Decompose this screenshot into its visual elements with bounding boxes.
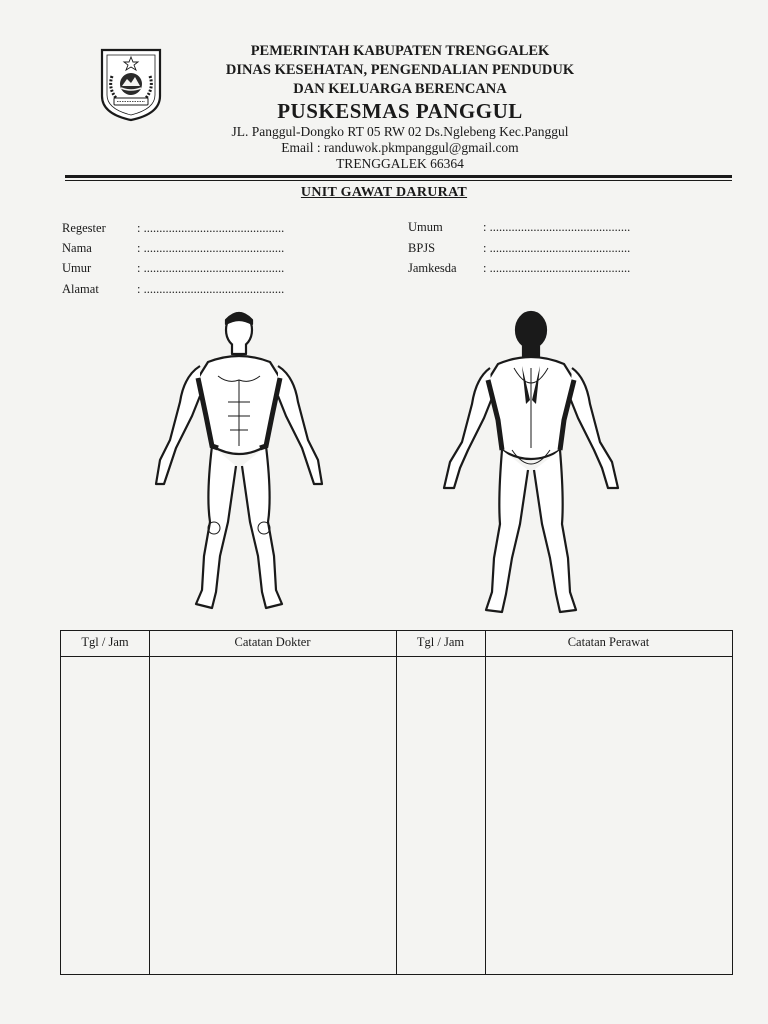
letterhead-title: PUSKESMAS PANGGUL — [277, 99, 523, 123]
col-header-catatan-perawat: Catatan Perawat — [567, 635, 650, 649]
field-umum[interactable] — [408, 219, 631, 235]
field-label: Regester — [62, 221, 106, 235]
field-blank: : ............................................. — [137, 282, 285, 296]
field-blank: : ............................................. — [483, 220, 631, 234]
letterhead-city: TRENGGALEK 66364 — [336, 156, 464, 171]
cell-catatan-dokter[interactable] — [150, 658, 396, 974]
cell-tgl-jam-dokter[interactable] — [61, 658, 149, 974]
field-umur[interactable] — [62, 260, 285, 276]
field-blank: : ............................................. — [483, 241, 631, 255]
col-header-catatan-dokter: Catatan Dokter — [234, 635, 311, 649]
field-blank: : ............................................. — [483, 261, 631, 275]
notes-table — [60, 630, 733, 975]
field-label: BPJS — [408, 241, 436, 255]
table-header-divider — [61, 656, 732, 657]
field-blank: : ............................................. — [137, 261, 285, 275]
letterhead — [150, 44, 650, 173]
cell-tgl-jam-perawat[interactable] — [397, 658, 485, 974]
field-label: Umum — [408, 220, 443, 234]
field-regester[interactable] — [62, 220, 285, 236]
body-front-figure[interactable] — [148, 306, 330, 620]
field-blank: : ............................................. — [137, 241, 285, 255]
header-divider-thin — [65, 180, 732, 181]
field-label: Nama — [62, 241, 92, 255]
form-title: UNIT GAWAT DARURAT — [300, 185, 468, 200]
col-header-tgl-jam-dokter: Tgl / Jam — [81, 635, 129, 649]
cell-catatan-perawat[interactable] — [486, 658, 732, 974]
header-divider-thick — [65, 175, 732, 178]
letterhead-email: Email : randuwok.pkmpanggul@gmail.com — [281, 140, 519, 155]
field-bpjs[interactable] — [408, 240, 631, 256]
field-nama[interactable] — [62, 240, 285, 256]
field-label: Alamat — [62, 282, 99, 296]
field-label: Umur — [62, 261, 92, 275]
letterhead-line-2: DINAS KESEHATAN, PENGENDALIAN PENDUDUK — [225, 62, 575, 78]
field-alamat[interactable] — [62, 281, 285, 297]
body-back-figure[interactable] — [438, 308, 624, 620]
letterhead-line-1: PEMERINTAH KABUPATEN TRENGGALEK — [250, 43, 550, 59]
field-blank: : ............................................. — [137, 221, 285, 235]
letterhead-line-3: DAN KELUARGA BERENCANA — [293, 81, 507, 97]
letterhead-address: JL. Panggul-Dongko RT 05 RW 02 Ds.Nglebeng Kec.Panggul — [231, 124, 569, 139]
field-jamkesda[interactable] — [408, 260, 631, 276]
col-header-tgl-jam-perawat: Tgl / Jam — [416, 635, 465, 649]
field-label: Jamkesda — [408, 261, 457, 275]
